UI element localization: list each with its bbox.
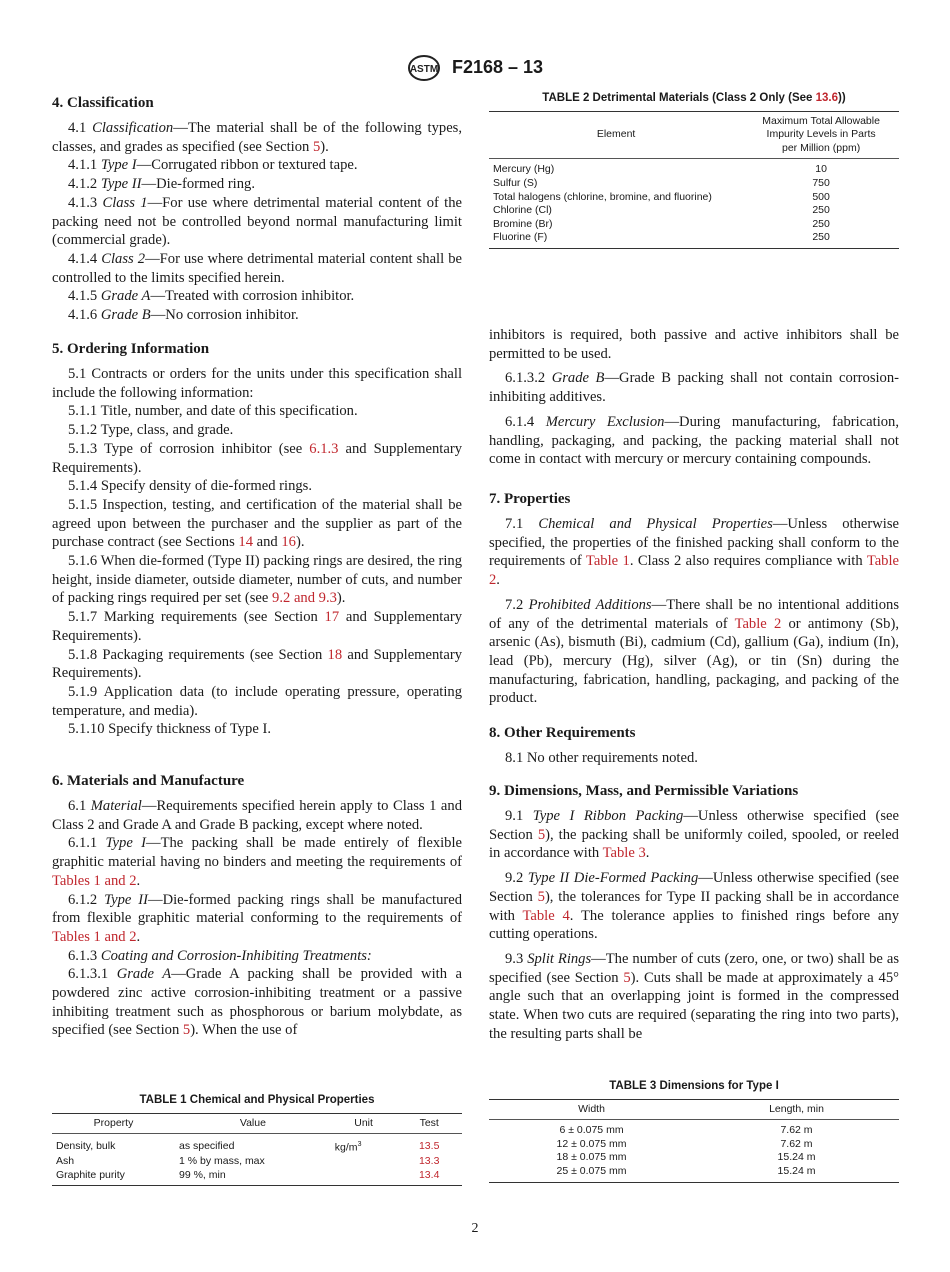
text-run: ). [320,138,329,155]
italic-term: Type I [100,157,137,174]
text-run: 5.1.5 Inspection, testing, and certification of the material shall be agreed upon between the purchaser and the supplier as part of the purchase contract (see Sections [52,496,462,551]
text-run: 9.3 [505,950,528,967]
text-run: . [645,845,650,862]
table-cell [743,159,899,177]
section-heading: 5. Ordering Information [52,341,210,357]
column-header: Length, min [694,1099,899,1120]
text-run: 9.2 [505,870,528,887]
text-run: 5.1.9 Application data (to include operating pressure, operating temperature, and media). [52,683,462,719]
paragraph [52,119,462,156]
section [52,772,462,1040]
paragraph [52,834,462,890]
text-run: —Requirements specified herein apply to Class 1 and Class 2 and Grade A and Grade B packing, except where noted. [52,798,463,833]
table-row [52,1155,462,1169]
cell-text: 12 ± 0.075 mm [556,1137,627,1150]
table-2 [489,92,899,249]
table-cell [489,218,743,232]
document-designation: F2168 – 13 [451,56,544,77]
table-1-caption: TABLE 1 Chemical and Physical Properties [139,1094,375,1106]
text-run: —The number of cuts (zero, one, or two) shall be as specified (see Section [489,950,899,986]
cell-text: Graphite purity [56,1168,125,1181]
table-cell [489,231,743,248]
column-header: Width [489,1099,694,1120]
text-run: 5.1.2 Type, class, and grade. [68,422,234,439]
cell-text: Total halogens (chlorine, bromine, and fluorine) [493,190,712,203]
italic-term: Grade A [100,288,151,305]
table-row [489,177,899,191]
table-cell [694,1138,899,1152]
text-run: —Die-formed packing rings shall be manufactured from flexible graphitic material conforming to the requirements of [52,891,462,927]
italic-term: Type I [105,835,146,852]
italic-term: Prohibited Additions [528,596,652,613]
cross-reference-link[interactable]: Tables 1 and 2 [52,872,137,889]
table-cell [489,204,743,218]
cross-reference-link[interactable]: Table 2 [734,615,782,632]
cell-text: Ash [56,1155,75,1168]
table-cell [175,1134,331,1156]
italic-term: Type II [100,176,142,193]
paragraph [52,608,462,645]
text-run: 4.1.3 [68,194,103,211]
text-run: or antimony (Sb), arsenic (As), bismuth (Bi), cadmium (Cd), gallium (Ga), indium (In), lead (Pb), mercury (Hg), silver (Ag), or tin (Sn) during the manufacturing, fabrication, handling, packaging, and packing of the product. [489,615,899,707]
table-cell [52,1155,175,1169]
column-header: Element [489,111,743,159]
text-run: —No corrosion inhibitor. [150,307,299,324]
table-cell [489,1138,694,1152]
table-row [489,218,899,232]
cell-text: 99 %, min [179,1168,226,1181]
column-header: Test [396,1113,462,1134]
cross-reference-link[interactable]: Table 1 [585,553,630,570]
text-run: —Unless otherwise specified (see Section [489,808,900,843]
text-run: ). When the use of [190,1022,298,1039]
text-run: —Unless otherwise specified, the properties of the finished packing shall conform to the requirements of [489,516,899,570]
paragraph [489,950,899,1044]
text-run: 5.1.8 Packaging requirements (see Section [68,646,328,663]
text-run: inhibitors is required, both passive and active inhibitors shall be permitted to be used. [489,327,899,362]
table-cell [743,231,899,248]
paragraph [52,552,462,608]
italic-term: Mercury Exclusion [545,413,665,430]
text-run: ), the packing shall be uniformly coiled, spooled, or reeled in accordance with [489,826,899,862]
text-run: and Supplementary Requirements). [52,440,462,476]
text-run: 7.1 [505,516,539,532]
paragraph [489,807,899,863]
cross-reference-link[interactable]: 14 [238,534,253,551]
table-cell [331,1155,397,1169]
section-heading: 7. Properties [489,491,571,507]
table-3 [489,1080,899,1183]
cell-text: 250 [812,231,830,244]
table-row [489,204,899,218]
text-run: 6.1.1 [68,835,106,852]
text-run: . [136,872,141,889]
text-run: 4.1.1 [68,157,101,174]
text-run: 6.1.4 [505,413,546,430]
table-cell [489,1151,694,1165]
paragraph [489,749,899,768]
cell-text: kg/m [334,1141,358,1154]
paragraph [52,306,462,325]
text-run: 5.1 Contracts or orders for the units under this specification shall include the following information: [52,366,462,401]
italic-term: Class 2 [101,250,146,267]
paragraph [52,965,462,1040]
italic-term: Split Rings [527,950,592,967]
table-cell [743,204,899,218]
text-run: —Grade B packing shall not contain corrosion-inhibiting additives. [489,370,900,406]
italic-term: Type I Ribbon Packing [532,808,684,824]
text-run: 5.1.10 Specify thickness of Type I. [68,721,271,738]
paragraph [489,869,899,944]
text-run: 4.1 [68,120,93,136]
text-run: . [136,928,141,945]
table-2-caption: TABLE 2 Detrimental Materials (Class 2 Only (See 13.6)) [542,92,846,104]
section [489,490,899,708]
paragraph [52,194,462,250]
table-3-caption: TABLE 3 Dimensions for Type I [609,1080,779,1092]
text-run: —Treated with corrosion inhibitor. [150,288,355,305]
table-cell [396,1169,462,1186]
table-cell [175,1169,331,1186]
italic-term: Grade A [116,966,172,983]
cross-reference-link[interactable]: 5 [182,1022,191,1039]
table-cell [396,1134,462,1156]
paragraph [52,947,462,966]
cross-reference-link[interactable]: 5 [537,826,546,843]
svg-text:ASTM: ASTM [409,64,439,75]
table-row [489,159,899,177]
text-run: —Die-formed ring. [141,176,255,193]
cross-reference-link[interactable]: 16 [281,534,296,551]
paragraph [52,421,462,440]
paragraph [52,477,462,496]
text-run: 4.1.2 [68,176,101,193]
cell-text: 7.62 m [780,1124,813,1137]
text-run: —The material shall be of the following types, classes, and grades as specified (see Section [52,120,463,155]
test-method-link[interactable]: 13.5 [418,1139,440,1152]
text-run: ). [336,590,346,607]
section [52,94,462,325]
paragraph [489,596,899,708]
cross-reference-link[interactable]: Table 3 [602,845,646,862]
cell-text: Mercury (Hg) [493,163,555,176]
text-run: . The tolerance applies to finished rings before any cutting operations. [489,907,899,943]
paragraph [52,797,462,834]
text-run: and Supplementary Requirements). [52,646,462,682]
section [489,724,899,768]
astm-logo-icon [407,54,441,82]
table-cell [52,1169,175,1186]
paragraph [52,365,462,402]
table-cell [489,177,743,191]
column-header: Unit [331,1113,397,1134]
text-run: —Grade A packing shall be provided with a powdered zinc active corrosion-inhibiting treatment or a passive inhibiting treatment such as phosphorous or barium molybdate, as specified (see Section [52,966,463,1039]
text-run: and Supplementary Requirements). [52,609,462,644]
cell-text: 1 % by mass, max [179,1155,265,1168]
cell-text: 7.62 m [780,1137,813,1150]
table-row [489,1151,899,1165]
italic-term: Classification [92,120,174,136]
table-cell [331,1134,397,1156]
paragraph [489,413,899,469]
column-header: Maximum Total Allowable Impurity Levels in Parts per Million (ppm) [743,111,899,159]
paragraph [52,891,462,947]
table-cell [489,191,743,205]
text-run: 4.1.4 [68,250,102,267]
section [489,326,899,469]
paragraph [52,646,462,683]
cross-reference-link[interactable]: 17 [324,609,340,626]
text-run: 5.1.1 Title, number, and date of this specification. [68,403,358,420]
italic-term: Grade B [551,370,605,387]
cell-text: 250 [812,204,830,217]
table-1 [52,1094,462,1186]
text-run: 6.1.3.2 [505,370,552,387]
text-run: 6.1 [68,798,91,814]
italic-term: Material [90,798,142,814]
table-row [489,191,899,205]
text-run: 5.1.3 Type of corrosion inhibitor (see [68,440,310,457]
table-cell [743,218,899,232]
italic-term: Coating and Corrosion-Inhibiting Treatments: [100,947,372,964]
table-cell [489,1120,694,1138]
section-heading: 6. Materials and Manufacture [52,773,245,789]
cross-reference-link[interactable]: 18 [327,646,343,663]
paragraph [489,326,899,363]
text-run: —For use where detrimental material content of the packing need not be controlled beyond normal manufacturing limit (commercial grade). [52,194,462,249]
table-cell [743,177,899,191]
paragraph [489,369,899,406]
table-row [489,1165,899,1182]
italic-term: Class 1 [102,194,148,211]
table-row [489,1120,899,1138]
paragraph [52,175,462,194]
page-header [0,54,950,82]
text-run: 7.2 [505,596,529,613]
section [52,340,462,739]
section-heading: 9. Dimensions, Mass, and Permissible Variations [489,783,799,799]
column-header: Value [175,1113,331,1134]
text-run: —The packing shall be made entirely of flexible graphitic material having no binders and meeting the requirements of [52,835,462,871]
cross-reference-link[interactable]: 5 [312,138,321,155]
paragraph [52,496,462,552]
text-run: ). [295,534,305,551]
text-run: 5.1.7 Marking requirements (see Section [68,609,325,626]
table-cell [52,1134,175,1156]
text-run: 6.1.3 [68,947,101,964]
table-cell [396,1155,462,1169]
table-cell [331,1169,397,1186]
table-cell [694,1120,899,1138]
cell-text: as specified [179,1139,235,1152]
cell-text: 750 [812,176,830,189]
section-heading: 8. Other Requirements [489,725,636,741]
cell-text: 250 [812,217,830,230]
text-run: —Corrugated ribbon or textured tape. [136,157,358,174]
test-method-link[interactable]: 13.4 [418,1168,440,1181]
cross-reference-link[interactable]: 9.2 and 9.3 [272,590,337,607]
text-run: 6.1.3.1 [68,966,117,983]
cell-text: Chlorine (Cl) [493,204,552,217]
section-heading: 4. Classification [52,95,154,111]
text-run: 5.1.6 When die-formed (Type II) packing rings are desired, the ring height, inside diameter, outside diameter, number of cuts, and number of packing rings required per set (see [52,553,462,607]
table-cell [489,1165,694,1182]
cross-reference-link[interactable]: 5 [623,969,631,986]
section-link[interactable]: 13.6 [815,92,839,104]
table-cell [694,1165,899,1182]
text-run: 8.1 No other requirements noted. [505,750,698,766]
paragraph [52,250,462,287]
text-run: 4.1.6 [68,307,101,324]
cross-reference-link[interactable]: Table 2 [489,553,900,589]
cell-text: 10 [815,163,827,176]
text-run: —There shall be no intentional additions of any of the detrimental materials of [489,596,900,632]
table-row [489,231,899,248]
table-cell [175,1155,331,1169]
unit-superscript: 3 [357,1141,362,1149]
cross-reference-link[interactable]: Table 4 [522,907,570,924]
table-row [489,1138,899,1152]
cell-text: Fluorine (F) [493,231,548,244]
text-run: and [253,534,282,551]
paragraph [52,720,462,739]
italic-term: Grade B [100,307,151,324]
italic-term: Chemical and Physical Properties [538,516,773,532]
test-method-link[interactable]: 13.3 [418,1155,440,1168]
text-run: —During manufacturing, fabrication, handling, packaging, and packing, the packing material shall not come in contact with mercury or mercury containing compounds. [489,413,899,468]
cell-text: Bromine (Br) [493,217,553,230]
text-run: ), the tolerances for Type II packing shall be in accordance with [489,888,899,924]
column-header: Property [52,1113,175,1134]
text-run: . Class 2 also requires compliance with [629,553,867,570]
table-cell [489,159,743,177]
section [489,782,899,1043]
cell-text: 15.24 m [777,1151,816,1164]
paragraph [489,515,899,590]
italic-term: Type II [104,891,148,908]
cross-reference-link[interactable]: 6.1.3 [309,440,339,457]
paragraph [52,287,462,306]
text-run: . [496,572,500,589]
text-run: ). Cuts shall be made at approximately a 45° angle such that an overlapping joint is formed in the compressed state. When two cuts are required (separating the ring into two parts), the resulting parts shall be [489,969,899,1042]
text-run: —For use where detrimental material content shall be controlled to the limits specified herein. [52,250,462,286]
cell-text: 6 ± 0.075 mm [559,1124,624,1137]
text-run: 9.1 [505,808,533,824]
paragraph [52,683,462,720]
paragraph [52,402,462,421]
page-number: 2 [471,1221,479,1236]
cross-reference-link[interactable]: Tables 1 and 2 [52,928,137,945]
cross-reference-link[interactable]: 5 [537,888,545,905]
text-run: —Unless otherwise specified (see Section [489,870,900,905]
paragraph [52,440,462,477]
table-cell [743,191,899,205]
italic-term: Type II Die-Formed Packing [527,870,699,887]
cell-text: Sulfur (S) [493,176,538,189]
table-row [52,1134,462,1156]
cell-text: Density, bulk [56,1139,116,1152]
text-run: 4.1.5 [68,288,101,305]
paragraph [52,156,462,175]
cell-text: 18 ± 0.075 mm [556,1151,627,1164]
text-run: 5.1.4 Specify density of die-formed rings. [68,478,312,495]
text-run: 6.1.2 [68,891,105,908]
cell-text: 25 ± 0.075 mm [556,1164,627,1177]
table-cell [694,1151,899,1165]
table-row [52,1169,462,1186]
cell-text: 15.24 m [777,1164,816,1177]
cell-text: 500 [812,190,830,203]
